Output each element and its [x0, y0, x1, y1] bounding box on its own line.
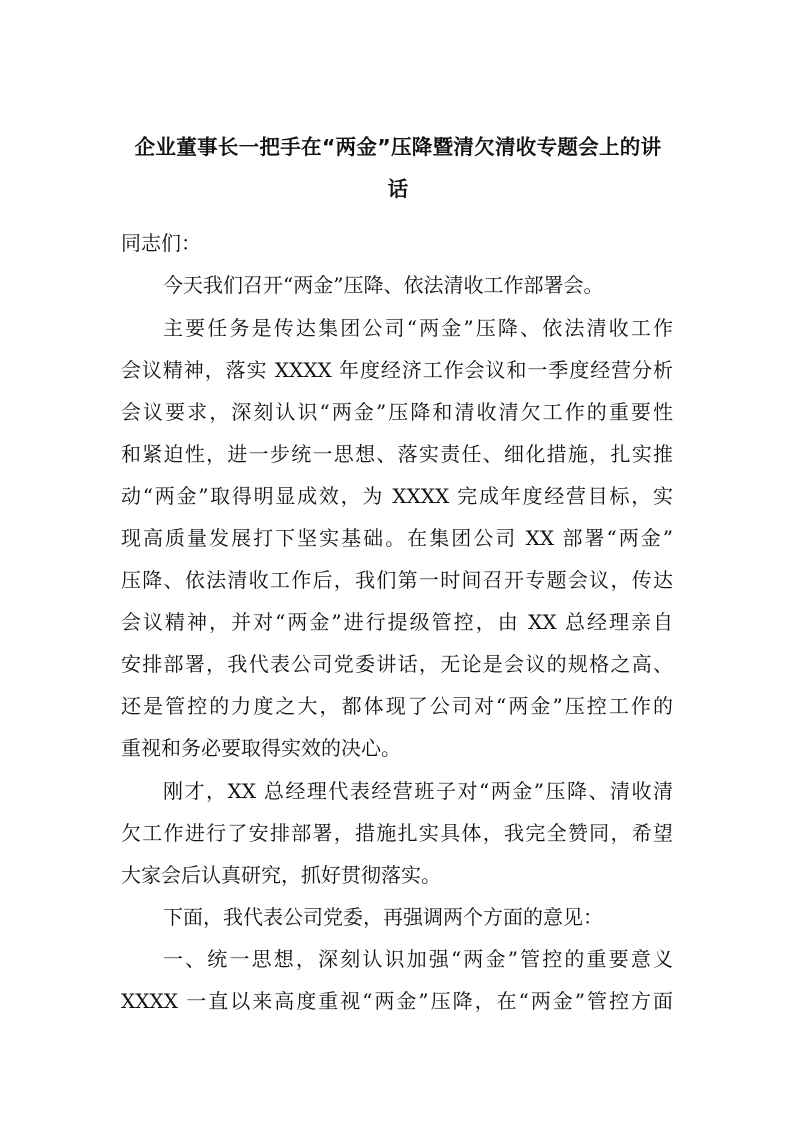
paragraph-2-line: 会议精神，落实 XXXX 年度经济工作会议和一季度经营分析 — [121, 358, 673, 382]
paragraph-2-line: 主要任务是传达集团公司“两金”压降、依法清收工作 — [163, 316, 673, 340]
paragraph-2-line: 现高质量发展打下坚实基础。在集团公司 XX 部署“两金” — [121, 526, 673, 550]
document-title — [118, 126, 678, 210]
section-heading: 一、统一思想，深刻认识加强“两金”管控的重要意义 — [163, 947, 673, 971]
salutation: 同志们： — [121, 231, 201, 255]
title-line-1: 企业董事长一把手在“两金”压降暨清欠清收专题会上的讲 — [134, 135, 662, 159]
paragraph-2-line: 压降、依法清收工作后，我们第一时间召开专题会议，传达 — [121, 568, 673, 592]
paragraph-1-line: 今天我们召开“两金”压降、依法清收工作部署会。 — [163, 273, 604, 297]
paragraph-3-line: 大家会后认真研究，抓好贯彻落实。 — [121, 863, 441, 887]
paragraph-2-line: 重视和务必要取得实效的决心。 — [121, 736, 401, 760]
paragraph-2-line: 会议精神，并对“两金”进行提级管控，由 XX 总经理亲自 — [121, 610, 673, 634]
paragraph-2-line: 会议要求，深刻认识“两金”压降和清收清欠工作的重要性 — [121, 400, 673, 424]
paragraph-3-line: 刚才，XX 总经理代表经营班子对“两金”压降、清收清 — [163, 779, 673, 803]
paragraph-2-line: 和紧迫性，进一步统一思想、落实责任、细化措施，扎实推 — [121, 442, 673, 466]
paragraph-2-line: 还是管控的力度之大，都体现了公司对“两金”压控工作的 — [121, 694, 673, 718]
title-line-2: 话 — [387, 177, 409, 201]
paragraph-5-line: XXXX 一直以来高度重视“两金”压降，在“两金”管控方面 — [121, 989, 673, 1013]
paragraph-3-line: 欠工作进行了安排部署，措施扎实具体，我完全赞同，希望 — [121, 821, 673, 845]
paragraph-2-line: 安排部署，我代表公司党委讲话，无论是会议的规格之高、 — [121, 652, 673, 676]
paragraph-2-line: 动“两金”取得明显成效，为 XXXX 完成年度经营目标，实 — [121, 484, 673, 508]
paragraph-4-line: 下面，我代表公司党委，再强调两个方面的意见： — [163, 905, 603, 929]
